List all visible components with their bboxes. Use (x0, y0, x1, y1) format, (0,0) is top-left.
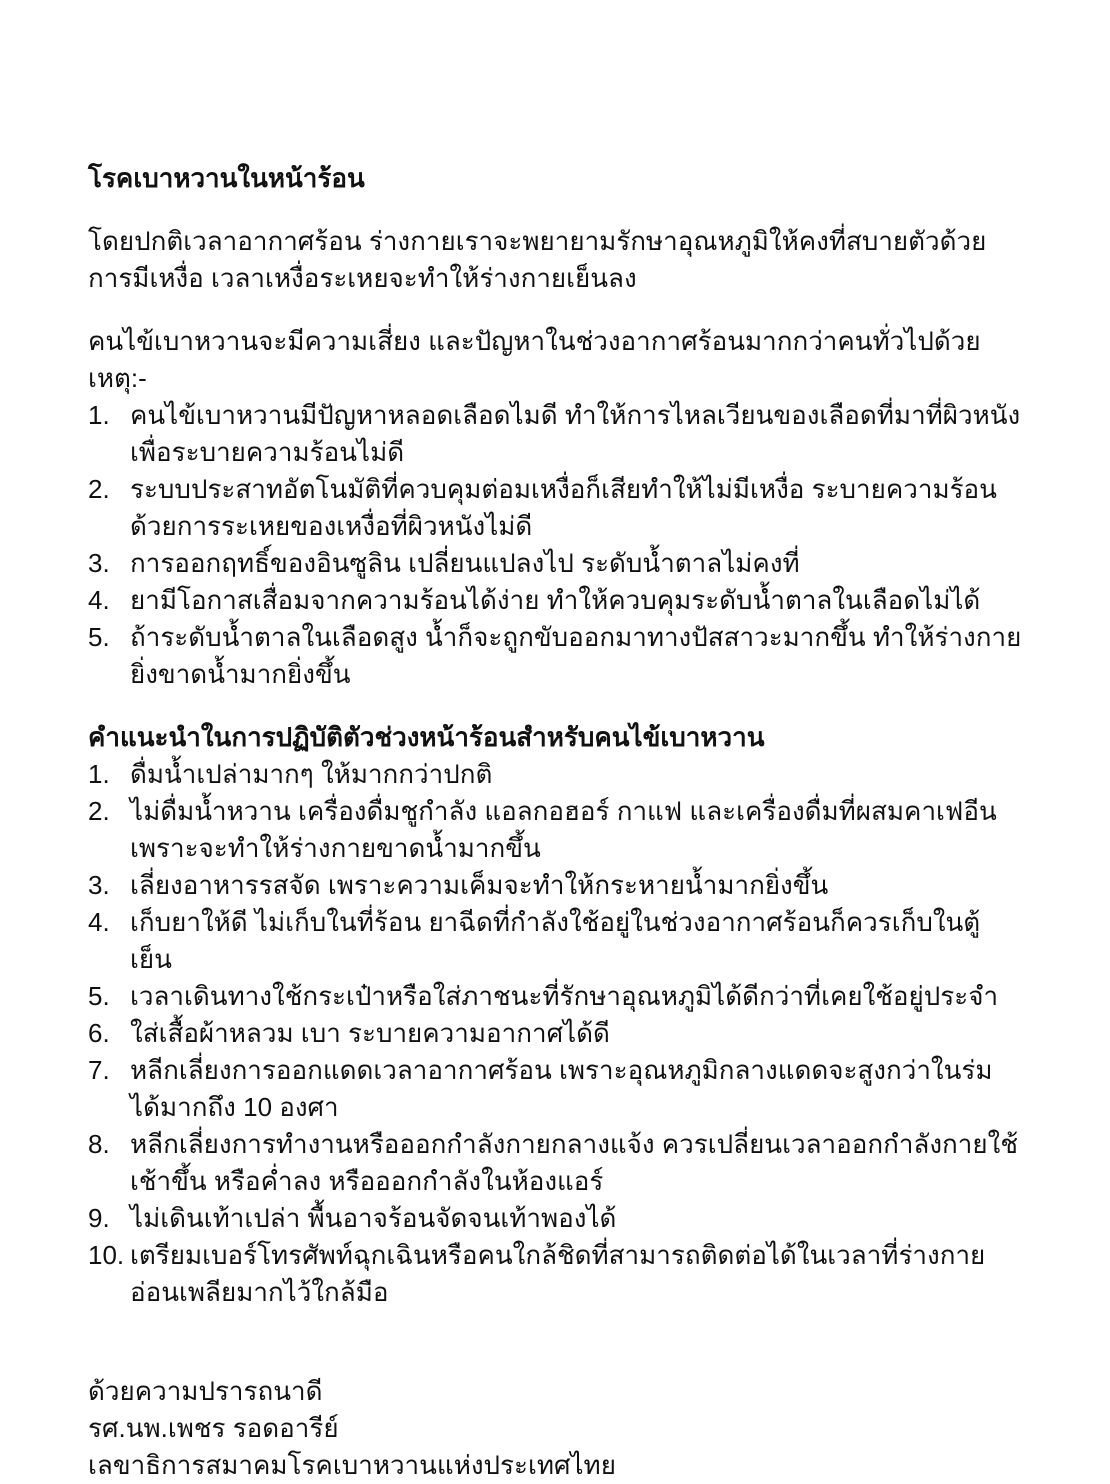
risk-list (88, 397, 1022, 693)
item-number: 8. (88, 1129, 110, 1159)
item-text: เลี่ยงอาหารรสจัด เพราะความเค็มจะทำให้กระหายน้ำมากยิ่งขึ้น (130, 870, 829, 900)
list-item (88, 1237, 1022, 1311)
document-title: โรคเบาหวานในหน้าร้อน (88, 163, 365, 193)
item-number: 9. (88, 1203, 110, 1233)
advice-heading: คำแนะนำในการปฏิบัติตัวช่วงหน้าร้อนสำหรับคนไข้เบาหวาน (88, 722, 765, 752)
intro-paragraph: โดยปกติเวลาอากาศร้อน ร่างกายเราจะพยายามรักษาอุณหภูมิให้คงที่สบายตัวด้วยการมีเหงื่อ เวลาเหงื่อระเหยจะทำให้ร่างกายเย็นลง (88, 226, 987, 293)
signoff-block (88, 1373, 1022, 1484)
item-text: ไม่เดินเท้าเปล่า พื้นอาจร้อนจัดจนเท้าพองได้ (130, 1203, 617, 1233)
item-number: 7. (88, 1055, 110, 1085)
list-item (88, 397, 1022, 471)
item-number: 2. (88, 796, 110, 826)
item-text: ระบบประสาทอัตโนมัติที่ควบคุมต่อมเหงื่อก็เสียทำให้ไม่มีเหงื่อ ระบายความร้อนด้วยการระเหยของเหงื่อที่ผิวหนังไม่ดี (130, 474, 997, 541)
risk-lead-sentence: คนไข้เบาหวานจะมีความเสี่ยง และปัญหาในช่วงอากาศร้อนมากกว่าคนทั่วไปด้วยเหตุ:- (88, 326, 981, 393)
item-text: ใส่เสื้อผ้าหลวม เบา ระบายความอากาศได้ดี (130, 1018, 610, 1048)
item-text: คนไข้เบาหวานมีปัญหาหลอดเลือดไมดี ทำให้การไหลเวียนของเลือดที่มาที่ผิวหนังเพื่อระบายความร้อนไม่ดี (130, 400, 1021, 467)
list-item (88, 1200, 1022, 1237)
item-number: 1. (88, 759, 110, 789)
item-text: ดื่มน้ำเปล่ามากๆ ให้มากกว่าปกติ (130, 759, 493, 789)
list-item (88, 756, 1022, 793)
item-text: เตรียมเบอร์โทรศัพท์ฉุกเฉินหรือคนใกล้ชิดที่สามารถติดต่อได้ในเวลาที่ร่างกายอ่อนเพลียมากไว้ใกล้มือ (130, 1240, 986, 1307)
signoff-author-name: รศ.นพ.เพชร รอดอารีย์ (88, 1413, 339, 1443)
list-item (88, 1126, 1022, 1200)
list-item (88, 1015, 1022, 1052)
item-text: เวลาเดินทางใช้กระเป๋าหรือใส่ภาชนะที่รักษาอุณหภูมิได้ดีกว่าที่เคยใช้อยู่ประจำ (130, 981, 999, 1011)
item-text: ถ้าระดับน้ำตาลในเลือดสูง น้ำก็จะถูกขับออกมาทางปัสสาวะมากขึ้น ทำให้ร่างกายยิ่งขาดน้ำมากยิ่งขึ้น (130, 622, 1022, 689)
item-number: 6. (88, 1018, 110, 1048)
item-number: 4. (88, 585, 110, 615)
item-number: 2. (88, 474, 110, 504)
item-text: หลีกเลี่ยงการทำงานหรือออกกำลังกายกลางแจ้ง ควรเปลี่ยนเวลาออกกำลังกายใช้เช้าขึ้น หรือค่ำลง หรือออกกำลังในห้องแอร์ (130, 1129, 1018, 1196)
item-text: การออกฤทธิ์ของอินซูลิน เปลี่ยนแปลงไป ระดับน้ำตาลไม่คงที่ (130, 548, 800, 578)
list-item (88, 793, 1022, 867)
signoff-regards: ด้วยความปรารถนาดี (88, 1376, 323, 1406)
list-item (88, 978, 1022, 1015)
item-text: เก็บยาให้ดี ไม่เก็บในที่ร้อน ยาฉีดที่กำลังใช้อยู่ในช่วงอากาศร้อนก็ควรเก็บในตู้เย็น (130, 907, 981, 974)
item-number: 5. (88, 981, 110, 1011)
item-text: หลีกเลี่ยงการออกแดดเวลาอากาศร้อน เพราะอุณหภูมิกลางแดดจะสูงกว่าในร่มได้มากถึง 10 องศา (130, 1055, 993, 1122)
list-item (88, 867, 1022, 904)
list-item (88, 471, 1022, 545)
list-item (88, 582, 1022, 619)
item-number: 10. (88, 1240, 125, 1270)
advice-list (88, 756, 1022, 1311)
item-number: 4. (88, 907, 110, 937)
list-item (88, 904, 1022, 978)
item-number: 3. (88, 870, 110, 900)
item-number: 5. (88, 622, 110, 652)
list-item (88, 619, 1022, 693)
item-text: ไม่ดื่มน้ำหวาน เครื่องดื่มชูกำลัง แอลกอฮอร์ กาแฟ และเครื่องดื่มที่ผสมคาเฟอีน เพราะจะทำให้ร่างกายขาดน้ำมากขึ้น (130, 796, 997, 863)
signoff-author-position: เลขาธิการสมาคมโรคเบาหวานแห่งประเทศไทย (88, 1450, 616, 1480)
item-number: 3. (88, 548, 110, 578)
list-item (88, 1052, 1022, 1126)
list-item (88, 545, 1022, 582)
item-number: 1. (88, 400, 110, 430)
item-text: ยามีโอกาสเสื่อมจากความร้อนได้ง่าย ทำให้ควบคุมระดับน้ำตาลในเลือดไม่ได้ (130, 585, 981, 615)
